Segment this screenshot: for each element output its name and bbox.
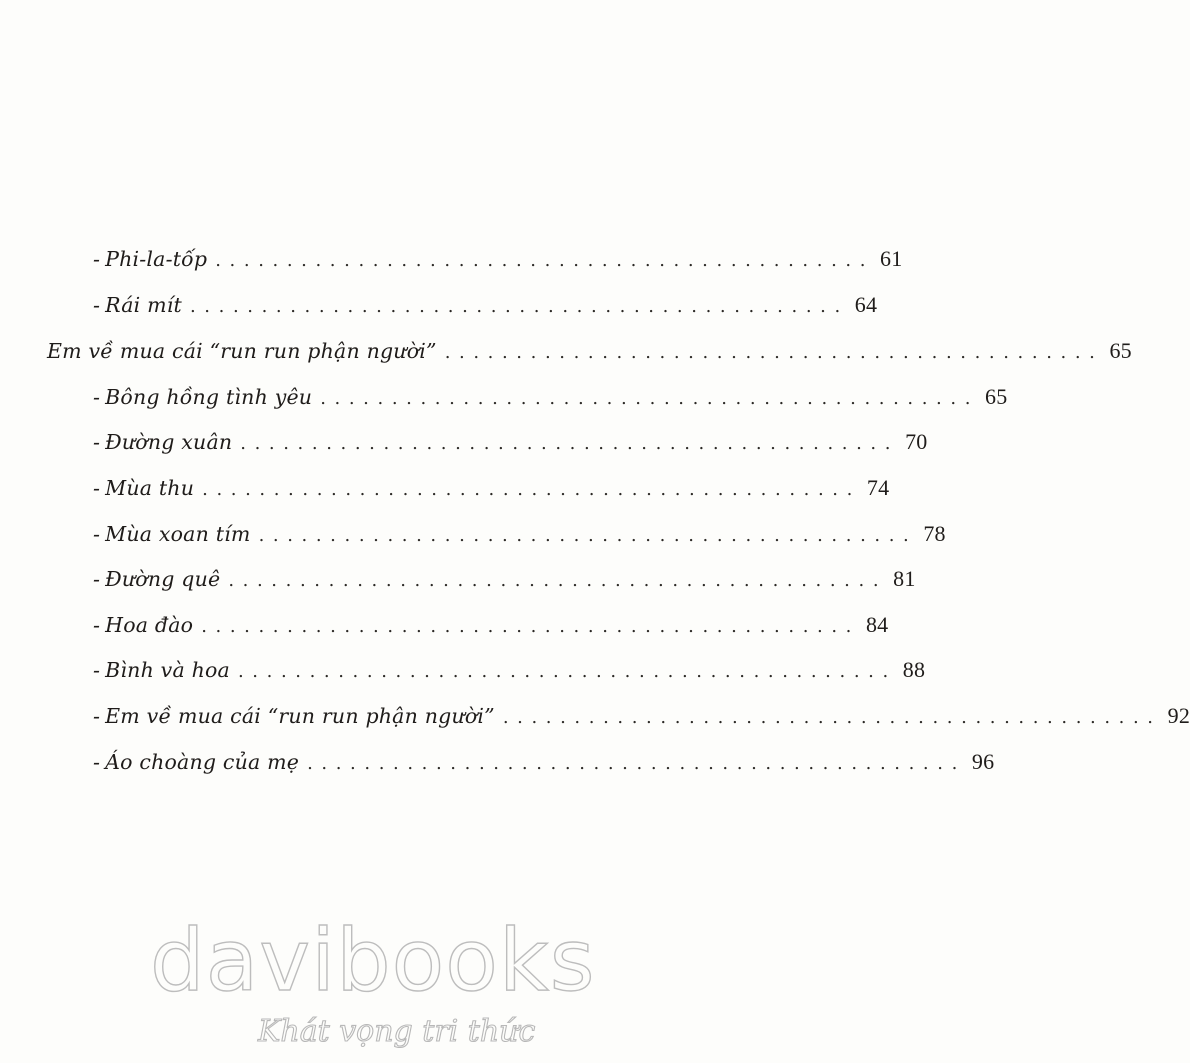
toc-entry (93, 384, 1008, 418)
toc-entry-title: Em về mua cái “run run phận người” (47, 339, 437, 363)
toc-dot-leader: .............................................. (215, 250, 875, 271)
toc-dot-leader: .............................................. (444, 342, 1104, 363)
toc-entry-title: - Bình và hoa (93, 658, 230, 682)
toc-entry-title: - Đường xuân (93, 430, 233, 454)
toc-entry-title: - Hoa đào (93, 613, 194, 637)
toc-entry (93, 703, 1190, 737)
toc-entry (93, 749, 995, 783)
toc-entry (93, 475, 890, 509)
toc-dot-leader: .............................................. (502, 707, 1162, 728)
toc-dot-leader: .............................................. (202, 479, 861, 500)
toc-page-number: 92 (1167, 703, 1190, 728)
toc-dot-leader: .............................................. (320, 388, 980, 409)
toc-entry-title: - Phi-la-tốp (93, 247, 208, 271)
toc-entry-title: - Mùa thu (93, 476, 195, 500)
toc-page-number: 88 (902, 657, 926, 682)
toc-page-number: 81 (893, 566, 916, 591)
toc-entry-title: - Em về mua cái “run run phận người” (93, 704, 495, 728)
toc-dot-leader: .............................................. (240, 433, 900, 454)
toc-entry (93, 246, 903, 280)
toc-entry (93, 566, 916, 600)
toc-page-number: 61 (880, 246, 903, 271)
toc-page-number: 84 (865, 612, 889, 637)
toc-page-number: 70 (905, 429, 928, 454)
toc-entry (93, 657, 926, 691)
toc-entry-title: - Mùa xoan tím (93, 522, 251, 546)
toc-page-number: 96 (971, 749, 995, 774)
toc-section-heading (47, 338, 1132, 372)
toc-dot-leader: .............................................. (228, 570, 888, 591)
toc-dot-leader: .............................................. (258, 525, 918, 546)
toc-entry (93, 612, 889, 646)
toc-page-number: 65 (1109, 338, 1132, 363)
toc-entry (93, 292, 878, 326)
toc-entry-title: - Áo choàng của mẹ (93, 750, 300, 774)
watermark-slogan: Khát vọng tri thức (258, 1014, 536, 1049)
watermark-brand: davibooks (150, 911, 596, 1011)
toc-page-number: 74 (866, 475, 890, 500)
toc-entry (93, 429, 928, 463)
toc-entry-title: - Đường quê (93, 567, 221, 591)
watermark (150, 911, 596, 1049)
toc-page-number: 78 (923, 521, 946, 546)
toc-page-number: 64 (854, 292, 878, 317)
toc-entry (93, 521, 946, 555)
toc-dot-leader: .............................................. (201, 616, 860, 637)
toc-entry-title: - Rái mít (93, 293, 182, 317)
toc-page-number: 65 (985, 384, 1008, 409)
toc-dot-leader: .............................................. (237, 661, 897, 682)
toc-dot-leader: .............................................. (307, 753, 966, 774)
toc-dot-leader: .............................................. (189, 296, 849, 317)
toc-entry-title: - Bông hồng tình yêu (93, 385, 313, 409)
